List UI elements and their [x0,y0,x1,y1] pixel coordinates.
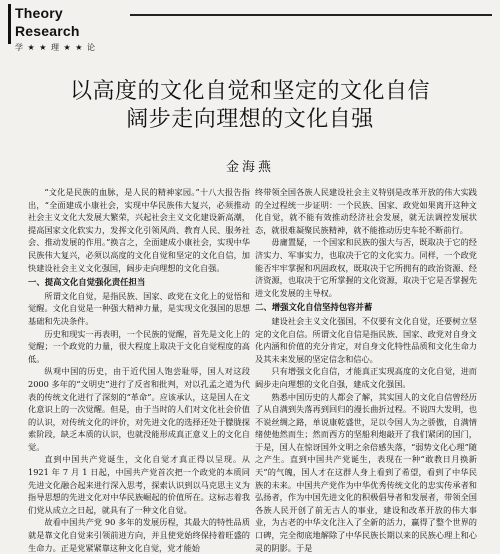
paragraph: 只有增强文化自信，才能真正实现高度的文化自觉，进而阔步走向理想的文化自强，建成文化强国。 [255,365,477,390]
journal-brand [8,4,130,44]
paragraph: 直到中国共产党诞生，文化自觉才真正得以呈现。从 1921 年 7 月 1 日起，中国共产党首次把一个政党的本质同先进文化融合起来进行深入思考，探索认识到以马克思主义为指导思想的先进文化对中华民族崛起的价值所在。这标志着我们党从成立之日起，就具有了一种文化自觉。 [28,453,250,516]
paragraph: 历史和现实一再表明，一个民族的觉醒，首先是文化上的觉醒；一个政党的力量，很大程度上取决于文化自觉程度的高低。 [28,328,250,366]
paragraph: 所谓文化自觉，是指民族、国家、政党在文化上的觉悟和觉醒。文化自觉是一种强大精神力量，是实现文化强国的思想基础和先决条件。 [28,290,250,328]
paragraph: “文化是民族的血脉，是人民的精神家园。”十八大报告指出，“全面建成小康社会，实现中华民族伟大复兴，必须推动社会主义文化大发展大繁荣，兴起社会主义文化建设新高潮，提高国家文化软实力，发挥文化引领风尚、教育人民、服务社会、推动发展的作用。”换言之，全面建成小康社会，实现中华民族伟大复兴，必须以高度的文化自觉和坚定的文化自信，加快建设社会主义文化强国，阔步走向理想的文化自强。 [28,186,250,274]
journal-name-zh: 学 ★ ★ 理 ★ ★ 论 [15,42,130,54]
paragraph: 纵观中国的历史，由于近代国人饱尝耻辱，国人对这段 2000 多年的“文明史”进行了反省和批判，对以孔孟之道为代表的传统文化进行了深刻的“革命”。应该承认，这是国人在文化意识上的一次觉醒。但是，由于当时的人们对文化社会价值的认识，对传统文化的评价，对先进文化的选择还处于朦胧探索阶段，缺乏本质的认识，也就没能形成真正意义上的文化自觉。 [28,365,250,453]
article-author: 金海燕 [0,156,500,175]
paragraph: 故看中国共产党 90 多年的发展历程，其最大的特性品质就是靠文化自觉来引领前进方向，并且使党始终保持着旺盛的生命力。正是党紧紧靠这种文化自觉，党才能始 [28,516,250,554]
paragraph: 熟悉中国历史的人都会了解，其实国人的文化自信曾经历了从自满到失落再到回归的漫长曲折过程。不说四大发明，也不说丝绸之路，单说康乾盛世，足以令国人为之骄傲，自满情绪使他然而生；然而西方的坚船利炮敲开了我们紧闭的国门，于是，国人在惊讶国外文明之余倍感失落，“弱势文化心理”随之产生。直到中国共产党诞生，表现在一种“敢教日月换新天”的气魄，国人才在这群人身上看到了希望，看到了中华民族的未来。中国共产党作为中华优秀传统文化的忠实传承者和弘扬者，作为中国先进文化的积极倡导者和发展者，带领全国各族人民开创了前无古人的事业，建设和改革开放的伟大事业，为古老的中华文化注入了全新的活力，赢得了整个世界的口碑，完全彻底地解除了中华民族长期以来的民族心理上和心灵的阴影。于是 [255,391,477,554]
left-column [28,186,250,539]
right-column [255,186,477,539]
journal-name-en: Theory Research [15,4,130,40]
journal-header [8,4,492,44]
paragraph: 建设社会主义文化强国，不仅要有文化自觉，还要树立坚定的文化自信。所谓文化自信是指民族、国家、政党对自身文化内涵和价值的充分肯定，对自身文化特性品质和文化生命力及其未来发展的坚定信念和信心。 [255,315,477,365]
paragraph: 毋庸置疑，一个国家和民族的强大与否，既取决于它的经济实力、军事实力，也取决于它的文化实力。同样，一个政党能否牢牢掌握和巩固政权，既取决于它所拥有的政治资源、经济资源，也取决于它所掌握的文化资源，取决于它是否掌握先进文化发展的主导权。 [255,236,477,299]
title-line-2: 阔步走向理想的文化自强 [0,106,500,134]
header-rule [130,14,492,16]
article-title [0,78,500,134]
section-heading: 二、增强文化自信坚持包容并蓄 [255,301,477,314]
section-heading: 一、提高文化自觉强化责任担当 [28,276,250,289]
paragraph: 终带领全国各族人民建设社会主义特别是改革开放的伟大实践的全过程统一步证明：一个民族、国家、政党如果离开这种文化自觉，就不能有效推动经济社会发展，就无法调控发展状态，就很难凝聚民族精神，就不能推动历史车轮不断前行。 [255,186,477,236]
title-line-1: 以高度的文化自觉和坚定的文化自信 [0,78,500,106]
